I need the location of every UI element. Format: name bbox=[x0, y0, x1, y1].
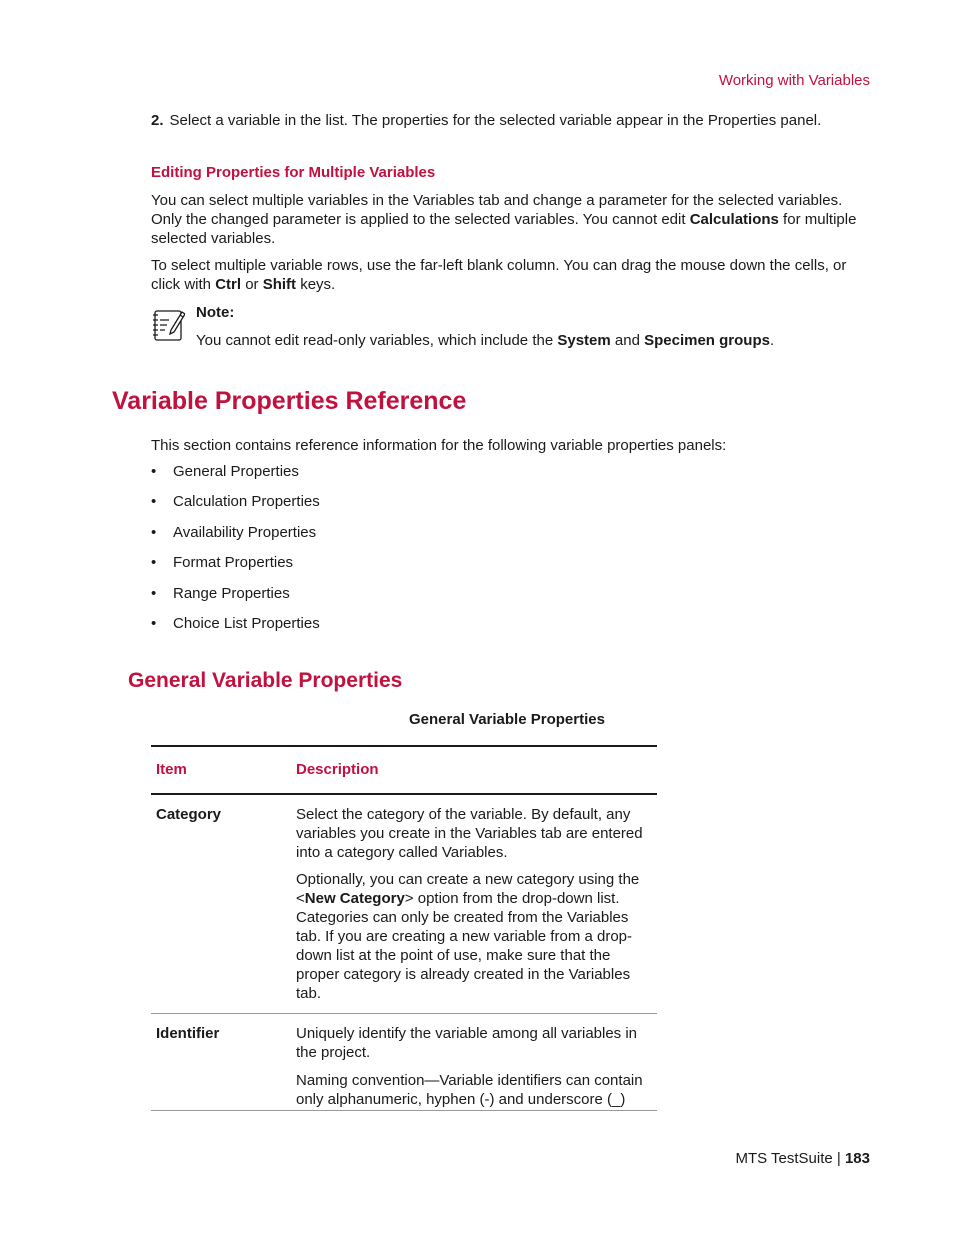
list-item bbox=[151, 523, 320, 553]
header-bottom-rule bbox=[151, 793, 657, 795]
bullet-glyph: • bbox=[151, 584, 157, 602]
note-text-part: You cannot edit read-only variables, which include the bbox=[196, 332, 558, 349]
paragraph-text: or bbox=[241, 276, 263, 293]
footer-separator: | bbox=[832, 1150, 845, 1167]
table-row-desc-category-1: Select the category of the variable. By default, any variables you create in the Variables tab are entered into a category called Variables. bbox=[296, 806, 643, 861]
running-header: Working with Variables bbox=[718, 72, 870, 89]
paragraph-text: keys. bbox=[296, 276, 336, 293]
footer-product: MTS TestSuite bbox=[735, 1150, 833, 1167]
table-row-item-identifier: Identifier bbox=[156, 1025, 220, 1042]
section-heading-editing: Editing Properties for Multiple Variables bbox=[151, 164, 436, 181]
key-ctrl: Ctrl bbox=[215, 276, 242, 293]
list-item-label: Range Properties bbox=[173, 584, 290, 602]
step-text: Select a variable in the list. The properties for the selected variable appear in the Properties panel. bbox=[169, 112, 822, 129]
list-item bbox=[151, 614, 320, 644]
table-bottom-rule bbox=[151, 1110, 657, 1111]
note-pencil-icon bbox=[151, 306, 185, 342]
desc-text: > option from the drop-down list. Categories can only be created from the Variables tab. If you are creating a new variable from a drop-down list at the point of use, make sure that the proper category is already created in the Variables tab. bbox=[296, 890, 633, 1002]
table-row-desc-category-2 bbox=[296, 870, 656, 1003]
table-row-item-category: Category bbox=[156, 806, 222, 823]
note-label: Note: bbox=[196, 304, 235, 321]
row-divider bbox=[151, 1013, 657, 1014]
paragraph-text: for multiple selected variables. bbox=[151, 211, 857, 247]
note-text bbox=[196, 331, 876, 350]
step-item bbox=[151, 111, 871, 130]
paragraph-text: You can select multiple variables in the Variables tab and change a parameter for the selected variables. Only the changed parameter is applied to the selected variables. You cannot edit bbox=[151, 192, 843, 228]
column-header-description: Description bbox=[296, 761, 379, 778]
note-text-part: . bbox=[769, 332, 775, 349]
page-number: 183 bbox=[844, 1150, 870, 1167]
page-footer bbox=[735, 1149, 870, 1168]
list-item-label: Calculation Properties bbox=[173, 493, 320, 511]
desc-text: Optionally, you can create a new category using the < bbox=[296, 871, 640, 907]
list-item bbox=[151, 492, 320, 522]
bullet-glyph: • bbox=[151, 554, 157, 572]
bold-term: New Category bbox=[304, 890, 405, 907]
list-item bbox=[151, 553, 320, 583]
bold-term: Specimen groups bbox=[644, 332, 770, 349]
list-item-label: General Properties bbox=[173, 463, 299, 480]
key-shift: Shift bbox=[262, 276, 297, 293]
reference-list bbox=[151, 462, 320, 644]
paragraph-multiple-select bbox=[151, 191, 871, 248]
table-caption: General Variable Properties bbox=[409, 711, 605, 728]
list-item-label: Format Properties bbox=[173, 554, 294, 572]
paragraph-text: To select multiple variable rows, use the far-left blank column. You can drag the mouse down the cells, or click with bbox=[151, 257, 847, 293]
bullet-glyph: • bbox=[151, 523, 157, 541]
note-text-part: and bbox=[610, 332, 645, 349]
bold-term: Calculations bbox=[689, 211, 779, 228]
column-header-item: Item bbox=[156, 761, 187, 778]
list-item-label: Availability Properties bbox=[173, 523, 317, 541]
paragraph-select-rows bbox=[151, 256, 871, 294]
list-item bbox=[151, 584, 320, 614]
table-row-desc-identifier-2: Naming convention—Variable identifiers can contain only alphanumeric, hyphen (-) and underscore (_) bbox=[296, 1072, 643, 1108]
bullet-glyph: • bbox=[151, 614, 157, 632]
table-top-rule bbox=[151, 745, 657, 747]
bold-term: System bbox=[557, 332, 611, 349]
list-item-label: Choice List Properties bbox=[173, 614, 320, 632]
bullet-glyph: • bbox=[151, 493, 157, 511]
bullet-glyph: • bbox=[151, 463, 157, 480]
step-number: 2. bbox=[151, 112, 164, 129]
heading-variable-properties-reference: Variable Properties Reference bbox=[112, 387, 467, 415]
table-row-desc-identifier-1: Uniquely identify the variable among all variables in the project. bbox=[296, 1025, 638, 1061]
list-item bbox=[151, 462, 320, 492]
reference-intro: This section contains reference information for the following variable properties panels: bbox=[151, 437, 727, 454]
heading-general-variable-properties: General Variable Properties bbox=[128, 669, 403, 692]
